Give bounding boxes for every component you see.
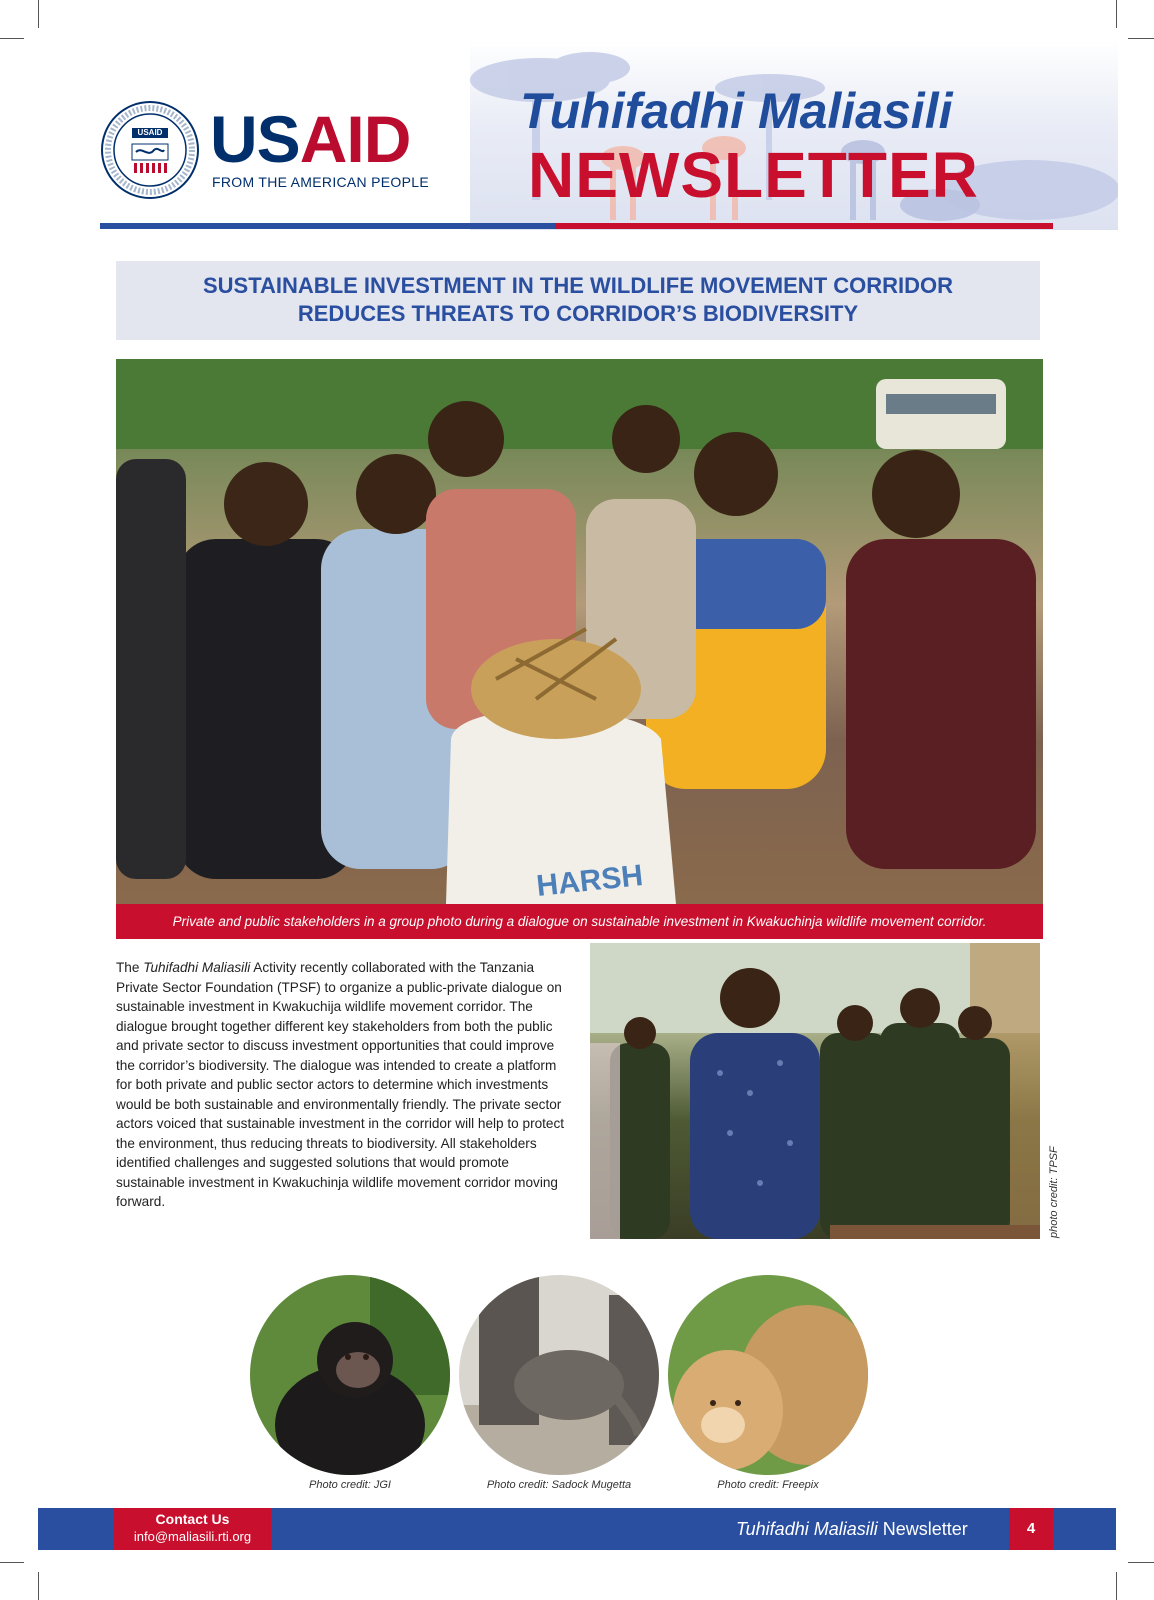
crop-mark (0, 38, 24, 39)
contact-block (114, 1508, 271, 1550)
headline-line2: REDUCES THREATS TO CORRIDOR’S BIODIVERSITY (297, 301, 859, 326)
gallery-circle-lions (668, 1275, 868, 1475)
main-photo-caption: Private and public stakeholders in a group photo during a dialogue on sustainable investment in Kwakuchinja wildlife movement corridor. (116, 904, 1043, 939)
elephant-photo-icon (459, 1275, 659, 1475)
gallery-credit-1: Photo credit: JGI (309, 1479, 391, 1491)
contact-email-link[interactable]: info@maliasili.rti.org (133, 1529, 252, 1544)
body-rest: Activity recently collaborated with the Tanzania Private Sector Foundation (TPSF) to organize a public-private dialogue on sustainable investment in Kwakuchija wildlife movement corridor. The dialogue brought together different key stakeholders from both the public and private sector to discuss investment opportunities that could improve the corridor’s biodiversity. The dialogue was intended to create a platform for both private and public sector actors to determine which investments would be both sustainable and environmentally friendly. The private sector actors voiced that sustainable investment in the corridor will help to protect the environment, thus reducing threats to biodiversity. All stakeholders identified challenges and suggested solutions that would promote sustainable investment in Kwakuchinja wildlife movement corridor moving forward. (116, 960, 565, 1209)
crop-mark (1128, 1562, 1154, 1563)
gallery-credit-2: Photo credit: Sadock Mugetta (486, 1479, 632, 1491)
footer-title-italic: Tuhifadhi Maliasili (736, 1519, 878, 1539)
gallery-circle-elephants (459, 1275, 659, 1475)
newsletter-header (100, 40, 1118, 235)
usaid-wordmark (210, 102, 411, 176)
crop-mark (0, 1562, 24, 1563)
crop-mark (1128, 38, 1154, 39)
usaid-wordmark-aid: AID (299, 102, 411, 176)
crop-mark (38, 1572, 39, 1600)
gallery-credit-3: Photo credit: Freepix (717, 1479, 819, 1491)
usaid-seal-logo (100, 100, 200, 200)
photo2-credit: photo credit: TPSF (1048, 1146, 1060, 1238)
contact-label: Contact Us (155, 1511, 230, 1527)
article-body (116, 958, 568, 1212)
crop-mark (1116, 0, 1117, 28)
page-number: 4 (1009, 1508, 1053, 1550)
lions-photo-icon (668, 1275, 868, 1475)
usaid-wordmark-us: US (210, 102, 300, 176)
sack-print-text: HARSH (534, 859, 645, 903)
headline-line1: SUSTAINABLE INVESTMENT IN THE WILDLIFE MOVEMENT CORRIDOR (202, 273, 954, 298)
usaid-seal-icon (100, 100, 200, 200)
body-intro: The (116, 960, 144, 975)
crop-mark (1116, 1572, 1117, 1600)
crop-mark (38, 0, 39, 28)
chimpanzee-photo-icon (250, 1275, 450, 1475)
header-rule-red (555, 223, 1053, 229)
speaker-rangers-photo-icon (590, 943, 1040, 1239)
main-group-photo (116, 359, 1043, 904)
dialogue-speaker-photo (590, 943, 1040, 1239)
article-headline (116, 261, 1040, 340)
seal-center-label: USAID (137, 128, 163, 137)
gallery-circle-chimpanzee (250, 1275, 450, 1475)
header-rule-blue (100, 223, 555, 229)
stakeholders-photo-icon (116, 359, 1043, 904)
newsletter-title-line1: Tuhifadhi Maliasili (520, 83, 953, 139)
usaid-tagline: FROM THE AMERICAN PEOPLE (212, 174, 429, 190)
body-activity-name: Tuhifadhi Maliasili (143, 960, 251, 975)
newsletter-title-line2: NEWSLETTER (528, 139, 979, 211)
footer-title-rest: Newsletter (877, 1519, 968, 1539)
footer-newsletter-title (736, 1508, 968, 1550)
